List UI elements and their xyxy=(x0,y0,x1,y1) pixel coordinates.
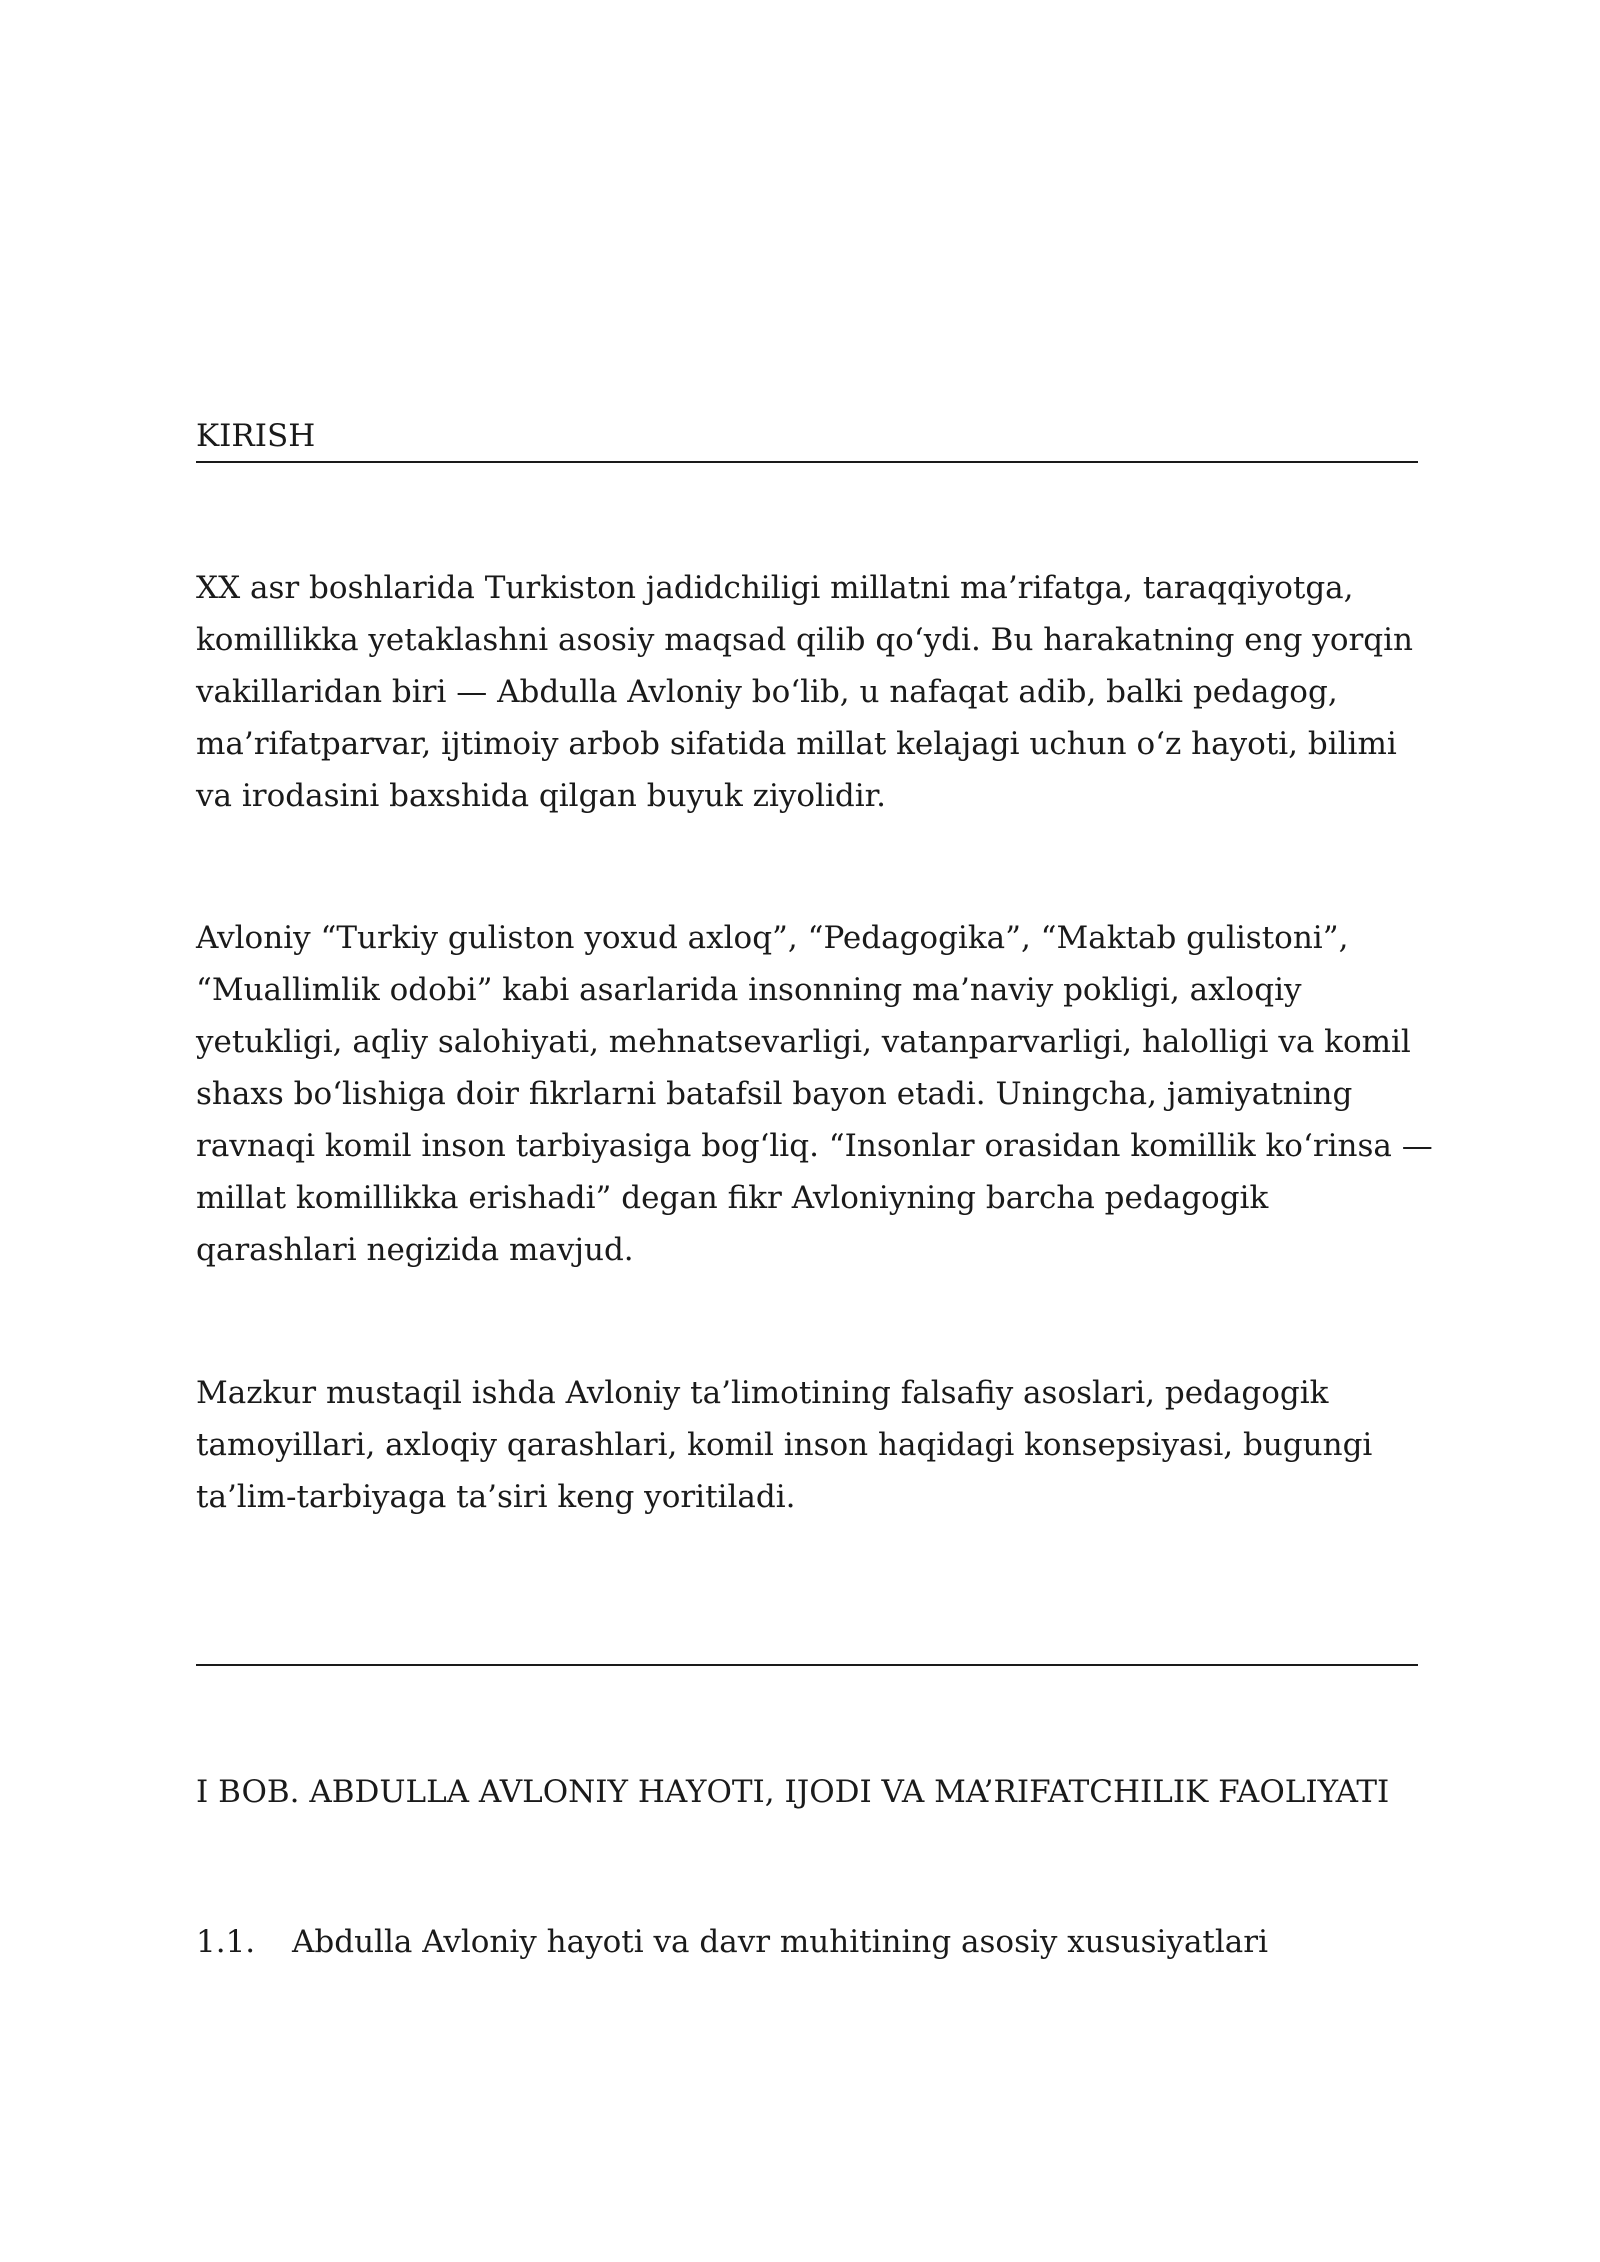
intro-heading: KIRISH xyxy=(196,418,316,454)
intro-paragraph-2: Avloniy “Turkiy guliston yoxud axloq”, “Pedagogika”, “Maktab gulistoni”, “Muallimlik odobi” kabi asarlarida insonning ma’naviy pokligi, axloqiy yetukligi, aqliy salohiyati, mehnatsevarligi, vatanparvarligi, halolligi va komil shaxs bo‘lishiga doir fikrlarni batafsil bayon etadi. Uningcha, jamiyatning ravnaqi komil inson tarbiyasiga bog‘liq. “Insonlar orasidan komillik ko‘rinsa — millat komillikka erishadi” degan fikr Avloniyning barcha pedagogik qarashlari negizida mavjud. xyxy=(196,920,1433,1268)
intro-paragraph-3: Mazkur mustaqil ishda Avloniy ta’limotining falsafiy asoslari, pedagogik tamoyillari, axloqiy qarashlari, komil inson haqidagi konsepsiyasi, bugungi ta’lim-tarbiyaga ta’siri keng yoritiladi. xyxy=(196,1375,1373,1515)
heading-underline xyxy=(196,461,1418,463)
intro-paragraph-1: XX asr boshlarida Turkiston jadidchiligi millatni ma’rifatga, taraqqiyotga, komillikka yetaklashni asosiy maqsad qilib qo‘ydi. Bu harakatning eng yorqin vakillaridan biri — Abdulla Avloniy bo‘lib, u nafaqat adib, balki pedagog, ma’rifatparvar, ijtimoiy arbob sifatida millat kelajagi uchun o‘z hayoti, bilimi va irodasini baxshida qilgan buyuk ziyolidir. xyxy=(196,570,1414,814)
subsection-heading xyxy=(196,1916,1268,1968)
section-divider xyxy=(196,1664,1418,1666)
chapter-heading: I BOB. ABDULLA AVLONIY HAYOTI, IJODI VA MA’RIFATCHILIK FAOLIYATI xyxy=(196,1774,1390,1810)
subsection-number: 1.1. xyxy=(196,1924,256,1960)
subsection-title: Abdulla Avloniy hayoti va davr muhitining asosiy xususiyatlari xyxy=(292,1924,1269,1960)
